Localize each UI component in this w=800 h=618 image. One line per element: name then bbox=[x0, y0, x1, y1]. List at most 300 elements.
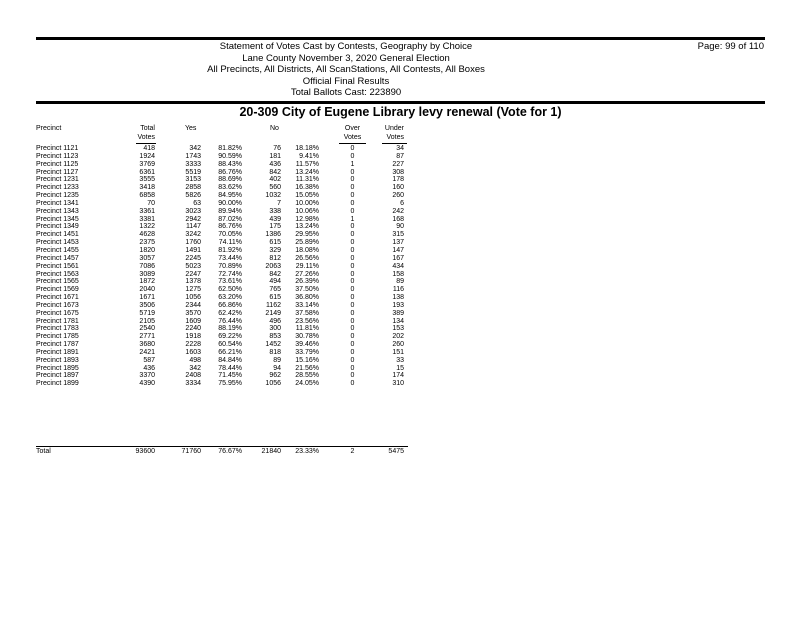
total-votes: 1671 bbox=[139, 294, 155, 302]
header-bottom-rule bbox=[36, 101, 765, 104]
over-votes: 0 bbox=[350, 348, 355, 356]
table-row bbox=[0, 318, 800, 326]
under-votes: 260 bbox=[392, 341, 404, 349]
no-votes: 1056 bbox=[265, 380, 281, 388]
yes-pct: 88.69% bbox=[218, 176, 242, 184]
yes-votes: 5519 bbox=[185, 168, 201, 176]
no-pct: 18.08% bbox=[295, 246, 319, 254]
under-votes: 15 bbox=[396, 364, 404, 372]
no-votes: 560 bbox=[269, 184, 281, 192]
col-header-over-l1: Over bbox=[344, 125, 361, 132]
precinct-name: Precinct 1671 bbox=[36, 294, 79, 302]
over-votes: 0 bbox=[350, 278, 355, 286]
total-votes: 3769 bbox=[139, 160, 155, 168]
yes-votes: 1609 bbox=[185, 317, 201, 325]
yes-votes: 2858 bbox=[185, 184, 201, 192]
no-pct: 21.56% bbox=[295, 364, 319, 372]
yes-votes: 342 bbox=[189, 364, 201, 372]
total-yes: 71760 bbox=[181, 448, 201, 455]
total-votes: 2375 bbox=[139, 239, 155, 247]
table-row bbox=[0, 223, 800, 231]
precinct-name: Precinct 1125 bbox=[36, 160, 79, 168]
no-pct: 18.18% bbox=[295, 145, 319, 152]
col-header-precinct: Precinct bbox=[36, 125, 62, 132]
col-header-total-l1: Total bbox=[140, 125, 155, 132]
under-votes: 116 bbox=[392, 286, 404, 294]
under-votes: 193 bbox=[392, 301, 404, 309]
total-votes: 418 bbox=[143, 145, 155, 152]
under-votes: 158 bbox=[392, 270, 404, 278]
no-votes: 842 bbox=[269, 168, 281, 176]
yes-votes: 3023 bbox=[185, 207, 201, 215]
table-row bbox=[0, 192, 800, 200]
yes-pct: 73.61% bbox=[218, 278, 242, 286]
under-votes: 89 bbox=[396, 278, 404, 286]
no-pct: 28.55% bbox=[295, 372, 319, 380]
over-votes: 0 bbox=[350, 301, 355, 309]
no-votes: 300 bbox=[269, 325, 281, 333]
no-pct: 23.56% bbox=[295, 317, 319, 325]
under-votes: 434 bbox=[392, 262, 404, 270]
total-votes: 3381 bbox=[139, 215, 155, 223]
yes-pct: 62.50% bbox=[218, 286, 242, 294]
under-votes: 138 bbox=[392, 294, 404, 302]
total-votes: 436 bbox=[143, 364, 155, 372]
under-votes: 6 bbox=[400, 199, 404, 207]
no-votes: 402 bbox=[269, 176, 281, 184]
col-header-under-l1: Under bbox=[384, 125, 404, 132]
no-pct: 10.06% bbox=[295, 207, 319, 215]
yes-votes: 1918 bbox=[185, 333, 201, 341]
yes-votes: 1056 bbox=[185, 294, 201, 302]
yes-pct: 70.05% bbox=[218, 231, 242, 239]
precinct-name: Precinct 1349 bbox=[36, 223, 79, 231]
no-pct: 37.58% bbox=[295, 309, 319, 317]
no-votes: 1032 bbox=[265, 192, 281, 200]
under-votes: 90 bbox=[396, 223, 404, 231]
no-votes: 494 bbox=[269, 278, 281, 286]
table-row bbox=[0, 365, 800, 373]
total-votes: 6361 bbox=[139, 168, 155, 176]
under-votes: 242 bbox=[392, 207, 404, 215]
no-votes: 615 bbox=[269, 294, 281, 302]
total-votes: 3506 bbox=[139, 301, 155, 309]
yes-pct: 86.76% bbox=[218, 168, 242, 176]
yes-votes: 3153 bbox=[185, 176, 201, 184]
table-row bbox=[0, 357, 800, 365]
yes-votes: 2228 bbox=[185, 341, 201, 349]
no-pct: 30.78% bbox=[295, 333, 319, 341]
yes-pct: 63.20% bbox=[218, 294, 242, 302]
precinct-name: Precinct 1569 bbox=[36, 286, 79, 294]
under-votes: 160 bbox=[392, 184, 404, 192]
over-votes: 1 bbox=[350, 215, 355, 223]
total-yes-pct: 76.67% bbox=[218, 448, 242, 455]
precinct-name: Precinct 1675 bbox=[36, 309, 79, 317]
over-votes: 0 bbox=[350, 325, 355, 333]
over-votes: 0 bbox=[350, 152, 355, 160]
total-label: Total bbox=[36, 448, 51, 455]
precinct-name: Precinct 1895 bbox=[36, 364, 79, 372]
precinct-name: Precinct 1785 bbox=[36, 333, 79, 341]
total-ballots-cast: Total Ballots Cast: 223890 bbox=[290, 87, 402, 99]
no-votes: 175 bbox=[269, 223, 281, 231]
no-votes: 1452 bbox=[265, 341, 281, 349]
total-votes: 93600 bbox=[135, 448, 155, 455]
no-votes: 2063 bbox=[265, 262, 281, 270]
total-votes: 587 bbox=[143, 356, 155, 364]
over-votes: 0 bbox=[350, 168, 355, 176]
no-votes: 94 bbox=[273, 364, 281, 372]
total-votes: 3418 bbox=[139, 184, 155, 192]
yes-votes: 1275 bbox=[185, 286, 201, 294]
table-row bbox=[0, 153, 800, 161]
under-votes: 168 bbox=[392, 215, 404, 223]
total-votes: 2105 bbox=[139, 317, 155, 325]
no-votes: 962 bbox=[269, 372, 281, 380]
total-votes: 3555 bbox=[139, 176, 155, 184]
header-top-rule bbox=[36, 37, 765, 40]
total-votes: 6858 bbox=[139, 192, 155, 200]
no-votes: 7 bbox=[277, 199, 281, 207]
col-header-under-l2: Votes bbox=[386, 134, 404, 141]
yes-votes: 5023 bbox=[185, 262, 201, 270]
yes-pct: 86.76% bbox=[218, 223, 242, 231]
over-votes: 0 bbox=[350, 192, 355, 200]
no-votes: 1386 bbox=[265, 231, 281, 239]
yes-pct: 88.43% bbox=[218, 160, 242, 168]
yes-pct: 87.02% bbox=[218, 215, 242, 223]
no-pct: 33.79% bbox=[295, 348, 319, 356]
table-row bbox=[0, 310, 800, 318]
yes-pct: 81.82% bbox=[218, 145, 242, 152]
yes-votes: 3570 bbox=[185, 309, 201, 317]
over-votes: 0 bbox=[350, 286, 355, 294]
total-no-pct: 23.33% bbox=[295, 448, 319, 455]
total-votes: 3057 bbox=[139, 254, 155, 262]
no-pct: 11.31% bbox=[295, 176, 319, 184]
no-votes: 2149 bbox=[265, 309, 281, 317]
over-votes: 0 bbox=[350, 184, 355, 192]
precinct-name: Precinct 1345 bbox=[36, 215, 79, 223]
yes-votes: 342 bbox=[189, 145, 201, 152]
total-votes: 1872 bbox=[139, 278, 155, 286]
precinct-name: Precinct 1341 bbox=[36, 199, 79, 207]
total-votes: 3370 bbox=[139, 372, 155, 380]
table-row bbox=[0, 231, 800, 239]
precinct-name: Precinct 1891 bbox=[36, 348, 79, 356]
total-votes: 4628 bbox=[139, 231, 155, 239]
yes-votes: 1378 bbox=[185, 278, 201, 286]
report-title: Statement of Votes Cast by Contests, Geography by Choice bbox=[219, 41, 473, 52]
over-votes: 0 bbox=[350, 317, 355, 325]
election-name: Lane County November 3, 2020 General Election bbox=[242, 52, 450, 64]
table-row bbox=[0, 271, 800, 279]
over-votes: 0 bbox=[350, 254, 355, 262]
over-votes: 0 bbox=[350, 176, 355, 184]
table-row bbox=[0, 239, 800, 247]
table-row bbox=[0, 208, 800, 216]
total-votes: 1322 bbox=[139, 223, 155, 231]
yes-votes: 2247 bbox=[185, 270, 201, 278]
precinct-name: Precinct 1451 bbox=[36, 231, 79, 239]
table-row bbox=[0, 302, 800, 310]
over-votes: 0 bbox=[350, 364, 355, 372]
no-votes: 496 bbox=[269, 317, 281, 325]
table-row bbox=[0, 380, 800, 388]
yes-pct: 81.92% bbox=[218, 246, 242, 254]
over-votes: 0 bbox=[350, 356, 355, 364]
precinct-name: Precinct 1899 bbox=[36, 380, 79, 388]
no-pct: 10.00% bbox=[295, 199, 319, 207]
under-votes: 202 bbox=[392, 333, 404, 341]
under-votes: 33 bbox=[396, 356, 404, 364]
no-pct: 26.39% bbox=[295, 278, 319, 286]
total-votes: 3361 bbox=[139, 207, 155, 215]
total-under: 5475 bbox=[388, 448, 404, 455]
under-votes: 310 bbox=[392, 380, 404, 388]
over-votes: 0 bbox=[350, 199, 355, 207]
yes-pct: 84.95% bbox=[218, 192, 242, 200]
no-votes: 181 bbox=[269, 152, 281, 160]
yes-votes: 1603 bbox=[185, 348, 201, 356]
over-votes: 0 bbox=[350, 372, 355, 380]
contest-title: 20-309 City of Eugene Library levy renewal (Vote for 1) bbox=[239, 105, 562, 119]
total-row bbox=[0, 447, 800, 456]
table-row bbox=[0, 255, 800, 263]
over-votes: 0 bbox=[350, 239, 355, 247]
no-pct: 15.16% bbox=[295, 356, 319, 364]
precinct-name: Precinct 1673 bbox=[36, 301, 79, 309]
yes-votes: 3242 bbox=[185, 231, 201, 239]
table-row bbox=[0, 145, 800, 153]
yes-pct: 88.19% bbox=[218, 325, 242, 333]
no-pct: 29.95% bbox=[295, 231, 319, 239]
col-header-over-l2: Votes bbox=[343, 134, 362, 141]
no-pct: 16.38% bbox=[295, 184, 319, 192]
total-votes: 4390 bbox=[139, 380, 155, 388]
yes-pct: 66.21% bbox=[218, 348, 242, 356]
total-votes: 3089 bbox=[139, 270, 155, 278]
yes-votes: 498 bbox=[189, 356, 201, 364]
yes-votes: 2942 bbox=[185, 215, 201, 223]
no-pct: 33.14% bbox=[295, 301, 319, 309]
no-pct: 25.89% bbox=[295, 239, 319, 247]
no-votes: 765 bbox=[269, 286, 281, 294]
total-votes: 2421 bbox=[139, 348, 155, 356]
table-row bbox=[0, 169, 800, 177]
total-votes: 1820 bbox=[139, 246, 155, 254]
under-votes: 153 bbox=[392, 325, 404, 333]
precinct-name: Precinct 1565 bbox=[36, 278, 79, 286]
report-header bbox=[36, 41, 656, 99]
no-votes: 818 bbox=[269, 348, 281, 356]
yes-pct: 71.45% bbox=[218, 372, 242, 380]
precinct-name: Precinct 1561 bbox=[36, 262, 79, 270]
no-pct: 26.56% bbox=[295, 254, 319, 262]
no-pct: 37.50% bbox=[295, 286, 319, 294]
yes-votes: 2245 bbox=[185, 254, 201, 262]
precinct-name: Precinct 1343 bbox=[36, 207, 79, 215]
table-row bbox=[0, 200, 800, 208]
yes-votes: 1760 bbox=[185, 239, 201, 247]
yes-pct: 73.44% bbox=[218, 254, 242, 262]
over-votes: 0 bbox=[350, 270, 355, 278]
yes-pct: 74.11% bbox=[218, 239, 242, 247]
precinct-name: Precinct 1455 bbox=[36, 246, 79, 254]
yes-votes: 2240 bbox=[185, 325, 201, 333]
yes-votes: 2344 bbox=[185, 301, 201, 309]
precinct-name: Precinct 1897 bbox=[36, 372, 79, 380]
under-votes: 134 bbox=[392, 317, 404, 325]
precinct-name: Precinct 1127 bbox=[36, 168, 79, 176]
table-row bbox=[0, 349, 800, 357]
yes-pct: 76.44% bbox=[218, 317, 242, 325]
table-row bbox=[0, 333, 800, 341]
no-pct: 13.24% bbox=[295, 168, 319, 176]
no-pct: 15.05% bbox=[295, 192, 319, 200]
precinct-name: Precinct 1783 bbox=[36, 325, 79, 333]
under-votes: 151 bbox=[392, 348, 404, 356]
under-votes: 34 bbox=[396, 145, 404, 152]
no-pct: 11.57% bbox=[295, 160, 319, 168]
under-votes: 227 bbox=[392, 160, 404, 168]
under-votes: 87 bbox=[396, 152, 404, 160]
total-votes: 5719 bbox=[139, 309, 155, 317]
over-votes: 0 bbox=[350, 333, 355, 341]
col-header-yes: Yes bbox=[185, 125, 197, 132]
precinct-name: Precinct 1123 bbox=[36, 152, 79, 160]
no-votes: 76 bbox=[273, 145, 281, 152]
no-pct: 36.80% bbox=[295, 294, 319, 302]
under-votes: 389 bbox=[392, 309, 404, 317]
report-scope: All Precincts, All Districts, All ScanStations, All Contests, All Boxes bbox=[207, 64, 485, 76]
precinct-name: Precinct 1453 bbox=[36, 239, 79, 247]
total-votes: 2540 bbox=[139, 325, 155, 333]
yes-votes: 1743 bbox=[185, 152, 201, 160]
table-row bbox=[0, 184, 800, 192]
precinct-name: Precinct 1781 bbox=[36, 317, 79, 325]
under-votes: 147 bbox=[392, 246, 404, 254]
over-votes: 0 bbox=[350, 223, 355, 231]
yes-pct: 72.74% bbox=[218, 270, 242, 278]
no-votes: 439 bbox=[269, 215, 281, 223]
yes-votes: 2408 bbox=[185, 372, 201, 380]
yes-pct: 89.94% bbox=[218, 207, 242, 215]
no-pct: 39.46% bbox=[295, 341, 319, 349]
total-votes: 2040 bbox=[139, 286, 155, 294]
no-votes: 615 bbox=[269, 239, 281, 247]
precinct-name: Precinct 1121 bbox=[36, 145, 79, 152]
yes-pct: 84.84% bbox=[218, 356, 242, 364]
over-votes: 0 bbox=[350, 207, 355, 215]
no-votes: 853 bbox=[269, 333, 281, 341]
yes-votes: 1491 bbox=[185, 246, 201, 254]
total-votes: 1924 bbox=[139, 152, 155, 160]
page-number: Page: 99 of 110 bbox=[697, 41, 764, 52]
precinct-name: Precinct 1233 bbox=[36, 184, 79, 192]
total-header-underline bbox=[136, 143, 156, 144]
yes-pct: 90.00% bbox=[218, 199, 242, 207]
over-votes: 0 bbox=[350, 145, 355, 152]
column-headers bbox=[0, 124, 800, 144]
yes-pct: 75.95% bbox=[218, 380, 242, 388]
col-header-total-l2: Votes bbox=[137, 134, 155, 141]
under-votes: 167 bbox=[392, 254, 404, 262]
total-votes: 3680 bbox=[139, 341, 155, 349]
yes-votes: 5826 bbox=[185, 192, 201, 200]
table-row bbox=[0, 286, 800, 294]
yes-votes: 1147 bbox=[185, 223, 201, 231]
no-pct: 12.98% bbox=[295, 215, 319, 223]
under-votes: 315 bbox=[392, 231, 404, 239]
total-over: 2 bbox=[350, 448, 355, 455]
table-row bbox=[0, 247, 800, 255]
no-votes: 338 bbox=[269, 207, 281, 215]
no-pct: 29.11% bbox=[295, 262, 319, 270]
yes-pct: 66.86% bbox=[218, 301, 242, 309]
yes-pct: 60.54% bbox=[218, 341, 242, 349]
total-votes: 2771 bbox=[139, 333, 155, 341]
over-votes: 0 bbox=[350, 294, 355, 302]
no-pct: 24.05% bbox=[295, 380, 319, 388]
table-row bbox=[0, 161, 800, 169]
table-row bbox=[0, 278, 800, 286]
over-votes: 1 bbox=[350, 160, 355, 168]
yes-pct: 83.62% bbox=[218, 184, 242, 192]
over-header-underline bbox=[339, 143, 366, 144]
table-row bbox=[0, 176, 800, 184]
over-votes: 0 bbox=[350, 309, 355, 317]
no-pct: 27.26% bbox=[295, 270, 319, 278]
total-votes: 70 bbox=[147, 199, 155, 207]
no-votes: 842 bbox=[269, 270, 281, 278]
yes-pct: 70.89% bbox=[218, 262, 242, 270]
precinct-rows bbox=[0, 145, 800, 388]
under-votes: 308 bbox=[392, 168, 404, 176]
over-votes: 0 bbox=[350, 231, 355, 239]
precinct-name: Precinct 1563 bbox=[36, 270, 79, 278]
no-votes: 1162 bbox=[265, 301, 281, 309]
table-row bbox=[0, 341, 800, 349]
over-votes: 0 bbox=[350, 341, 355, 349]
precinct-name: Precinct 1787 bbox=[36, 341, 79, 349]
no-pct: 9.41% bbox=[299, 152, 319, 160]
under-header-underline bbox=[382, 143, 407, 144]
under-votes: 174 bbox=[392, 372, 404, 380]
table-row bbox=[0, 263, 800, 271]
table-row bbox=[0, 294, 800, 302]
no-pct: 11.81% bbox=[295, 325, 319, 333]
no-pct: 13.24% bbox=[295, 223, 319, 231]
no-votes: 812 bbox=[269, 254, 281, 262]
yes-pct: 90.59% bbox=[218, 152, 242, 160]
col-header-no: No bbox=[270, 125, 279, 132]
yes-pct: 69.22% bbox=[218, 333, 242, 341]
yes-pct: 78.44% bbox=[218, 364, 242, 372]
no-votes: 436 bbox=[269, 160, 281, 168]
precinct-name: Precinct 1893 bbox=[36, 356, 79, 364]
precinct-name: Precinct 1231 bbox=[36, 176, 79, 184]
over-votes: 0 bbox=[350, 380, 355, 388]
total-votes: 7086 bbox=[139, 262, 155, 270]
yes-pct: 62.42% bbox=[218, 309, 242, 317]
under-votes: 178 bbox=[392, 176, 404, 184]
table-row bbox=[0, 216, 800, 224]
no-votes: 329 bbox=[269, 246, 281, 254]
results-status: Official Final Results bbox=[302, 75, 390, 87]
over-votes: 0 bbox=[350, 262, 355, 270]
